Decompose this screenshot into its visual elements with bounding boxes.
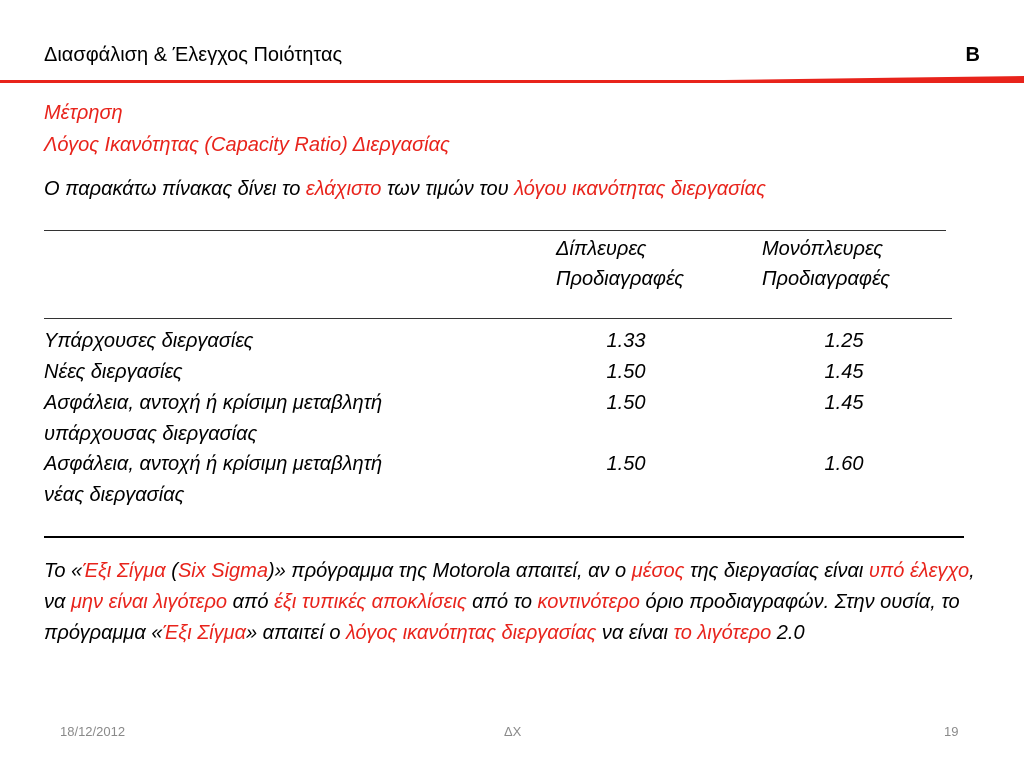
- slide-header-title: Διασφάλιση & Έλεγχος Ποιότητας: [44, 44, 343, 66]
- paragraph-text: , να: [44, 560, 975, 613]
- paragraph-highlight: μέσος: [631, 560, 685, 582]
- table-cell-two-sided: 1.33: [606, 330, 646, 352]
- column-header-line: Προδιαγραφές: [556, 268, 684, 290]
- table-cell-one-sided: 1.60: [824, 453, 864, 475]
- paragraph-text: να είναι: [596, 622, 674, 644]
- paragraph-highlight: λόγος ικανότητας διεργασίας: [346, 622, 597, 644]
- slide-header-letter: Β: [965, 44, 980, 66]
- column-header-two-sided: [556, 234, 684, 294]
- table-cell-two-sided: 1.50: [606, 361, 646, 383]
- column-header-line: Δίπλευρες: [556, 238, 647, 260]
- six-sigma-paragraph: [44, 556, 984, 649]
- paragraph-text: (: [165, 560, 178, 582]
- table-row-label-continued: υπάρχουσας διεργασίας: [44, 423, 258, 445]
- intro-part: των τιμών του: [381, 178, 515, 200]
- paragraph-highlight: το λιγότερο: [673, 622, 772, 644]
- table-row-label: Υπάρχουσες διεργασίες: [44, 330, 254, 352]
- table-cell-two-sided: 1.50: [606, 392, 646, 414]
- paragraph-highlight: υπό έλεγχο: [868, 560, 970, 582]
- paragraph-text: από: [227, 591, 275, 613]
- table-row-label-continued: νέας διεργασίας: [44, 484, 185, 506]
- column-header-one-sided: [762, 234, 890, 294]
- section-subheading: Λόγος Ικανότητας (Capacity Ratio) Διεργασίας: [44, 134, 450, 156]
- table-header-rule: [44, 318, 952, 319]
- intro-highlight: λόγου ικανότητας διεργασίας: [514, 178, 766, 200]
- paragraph-text: Το «: [44, 560, 83, 582]
- paragraph-highlight: Έξι Σίγμα: [162, 622, 246, 644]
- table-cell-one-sided: 1.25: [824, 330, 864, 352]
- paragraph-highlight: Six Sigma: [177, 560, 268, 582]
- paragraph-text: της διεργασίας είναι: [684, 560, 869, 582]
- paragraph-highlight: Έξι Σίγμα: [82, 560, 166, 582]
- paragraph-highlight: έξι τυπικές αποκλίσεις: [274, 591, 467, 613]
- section-heading: Μέτρηση: [44, 102, 123, 124]
- table-top-rule: [44, 230, 946, 231]
- column-header-line: Προδιαγραφές: [762, 268, 890, 290]
- paragraph-text: από το: [466, 591, 538, 613]
- table-row-label: Ασφάλεια, αντοχή ή κρίσιμη μεταβλητή: [44, 392, 383, 414]
- paragraph-highlight: κοντινότερο: [537, 591, 640, 613]
- paragraph-text: )» πρόγραμμα της Motorola απαιτεί, αν ο: [267, 560, 632, 582]
- paragraph-text: όριο προδιαγραφών. Στην ουσία, το πρόγραμμα «: [44, 591, 960, 644]
- intro-part: Ο παρακάτω πίνακας δίνει το: [44, 178, 306, 200]
- footer-date: 18/12/2012: [60, 724, 126, 739]
- header-divider: [0, 80, 1024, 83]
- intro-highlight: ελάχιστο: [305, 178, 382, 200]
- table-cell-two-sided: 1.50: [606, 453, 646, 475]
- intro-text: [44, 178, 766, 201]
- table-row-label: Νέες διεργασίες: [44, 361, 183, 383]
- column-header-line: Μονόπλευρες: [762, 238, 883, 260]
- table-row-label: Ασφάλεια, αντοχή ή κρίσιμη μεταβλητή: [44, 453, 383, 475]
- footer-author: ΔΧ: [504, 724, 522, 739]
- paragraph-text: 2.0: [771, 622, 805, 644]
- table-cell-one-sided: 1.45: [824, 361, 864, 383]
- paragraph-text: » απαιτεί ο: [246, 622, 346, 644]
- paragraph-highlight: μην είναι λιγότερο: [70, 591, 228, 613]
- table-cell-one-sided: 1.45: [824, 392, 864, 414]
- table-bottom-rule: [44, 536, 964, 538]
- footer-page-number: 19: [944, 724, 959, 739]
